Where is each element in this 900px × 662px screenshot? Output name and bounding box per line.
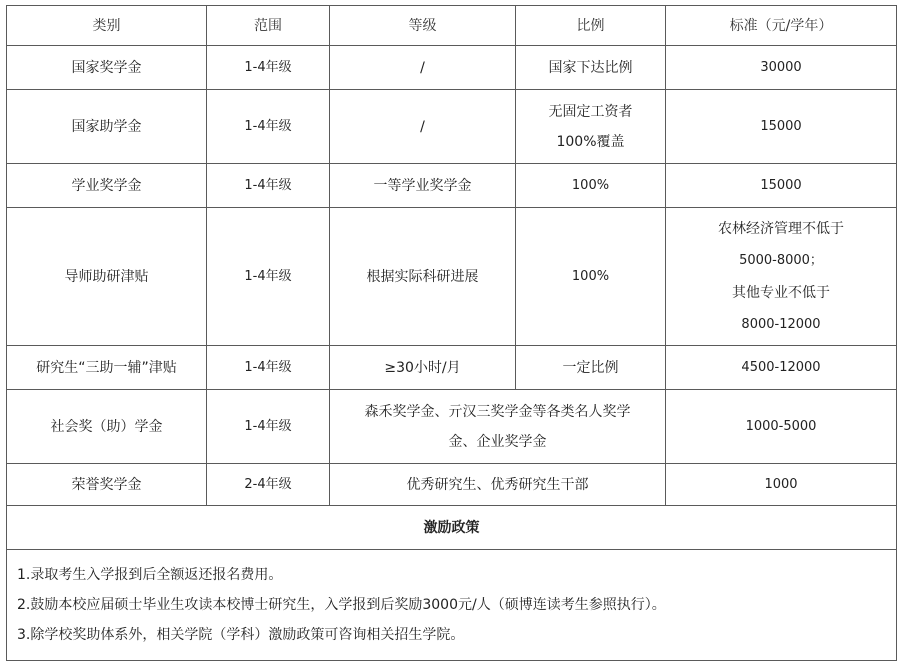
cell-standard: 15000 bbox=[666, 90, 897, 164]
cell-level-ratio: 优秀研究生、优秀研究生干部 bbox=[330, 464, 666, 506]
scholarship-table bbox=[6, 5, 897, 661]
cell-standard-line: 农林经济管理不低于 bbox=[718, 220, 844, 237]
cell-standard-line: 8000-12000 bbox=[741, 316, 821, 332]
cell-standard: 1000-5000 bbox=[666, 390, 897, 464]
cell-category: 社会奖（助）学金 bbox=[7, 390, 207, 464]
cell-ratio: 一定比例 bbox=[516, 346, 666, 390]
cell-standard: 15000 bbox=[666, 164, 897, 208]
cell-level-ratio-line: 金、企业奖学金 bbox=[448, 433, 547, 450]
header-cell-standard: 标准（元/学年） bbox=[666, 6, 897, 46]
table-row bbox=[7, 346, 897, 390]
table-row bbox=[7, 208, 897, 346]
cell-category: 国家奖学金 bbox=[7, 46, 207, 90]
cell-category: 研究生“三助一辅”津贴 bbox=[7, 346, 207, 390]
cell-level: 一等学业奖学金 bbox=[330, 164, 516, 208]
policy-title-row bbox=[7, 506, 897, 550]
cell-ratio: 100% bbox=[516, 164, 666, 208]
header-cell-level: 等级 bbox=[330, 6, 516, 46]
policy-item: 2.鼓励本校应届硕士毕业生攻读本校博士研究生，入学报到后奖励3000元/人（硕博连读考生参照执行）。 bbox=[17, 597, 666, 613]
policy-title: 激励政策 bbox=[7, 506, 897, 550]
cell-ratio bbox=[516, 90, 666, 164]
cell-standard bbox=[666, 208, 897, 346]
cell-level: 根据实际科研进展 bbox=[330, 208, 516, 346]
cell-range: 1-4年级 bbox=[207, 164, 330, 208]
cell-category: 国家助学金 bbox=[7, 90, 207, 164]
cell-ratio: 国家下达比例 bbox=[516, 46, 666, 90]
cell-range: 1-4年级 bbox=[207, 46, 330, 90]
cell-range: 2-4年级 bbox=[207, 464, 330, 506]
policy-items-row bbox=[7, 550, 897, 661]
table-row bbox=[7, 90, 897, 164]
cell-range: 1-4年级 bbox=[207, 90, 330, 164]
cell-range: 1-4年级 bbox=[207, 208, 330, 346]
cell-standard-line: 其他专业不低于 bbox=[732, 284, 830, 301]
cell-standard: 30000 bbox=[666, 46, 897, 90]
cell-ratio-line: 100%覆盖 bbox=[556, 133, 625, 150]
table-header-row bbox=[7, 6, 897, 46]
cell-level-ratio-line: 森禾奖学金、亓汉三奖学金等各类名人奖学 bbox=[364, 403, 631, 420]
cell-level: / bbox=[330, 90, 516, 164]
cell-ratio-line: 无固定工资者 bbox=[548, 103, 633, 120]
cell-level-ratio bbox=[330, 390, 666, 464]
cell-standard-line: 5000-8000； bbox=[739, 252, 823, 268]
cell-level: / bbox=[330, 46, 516, 90]
header-cell-category: 类别 bbox=[7, 6, 207, 46]
policy-item: 1.录取考生入学报到后全额返还报名费用。 bbox=[17, 567, 283, 583]
cell-ratio: 100% bbox=[516, 208, 666, 346]
cell-range: 1-4年级 bbox=[207, 346, 330, 390]
policy-item: 3.除学校奖助体系外，相关学院（学科）激励政策可咨询相关招生学院。 bbox=[17, 627, 465, 643]
cell-level: ≥30小时/月 bbox=[330, 346, 516, 390]
table-row bbox=[7, 46, 897, 90]
table-row bbox=[7, 390, 897, 464]
header-cell-ratio: 比例 bbox=[516, 6, 666, 46]
header-cell-range: 范围 bbox=[207, 6, 330, 46]
table-row bbox=[7, 464, 897, 506]
cell-standard: 4500-12000 bbox=[666, 346, 897, 390]
cell-range: 1-4年级 bbox=[207, 390, 330, 464]
table-row bbox=[7, 164, 897, 208]
cell-standard: 1000 bbox=[666, 464, 897, 506]
policy-items bbox=[7, 550, 897, 661]
cell-category: 学业奖学金 bbox=[7, 164, 207, 208]
cell-category: 荣誉奖学金 bbox=[7, 464, 207, 506]
cell-category: 导师助研津贴 bbox=[7, 208, 207, 346]
